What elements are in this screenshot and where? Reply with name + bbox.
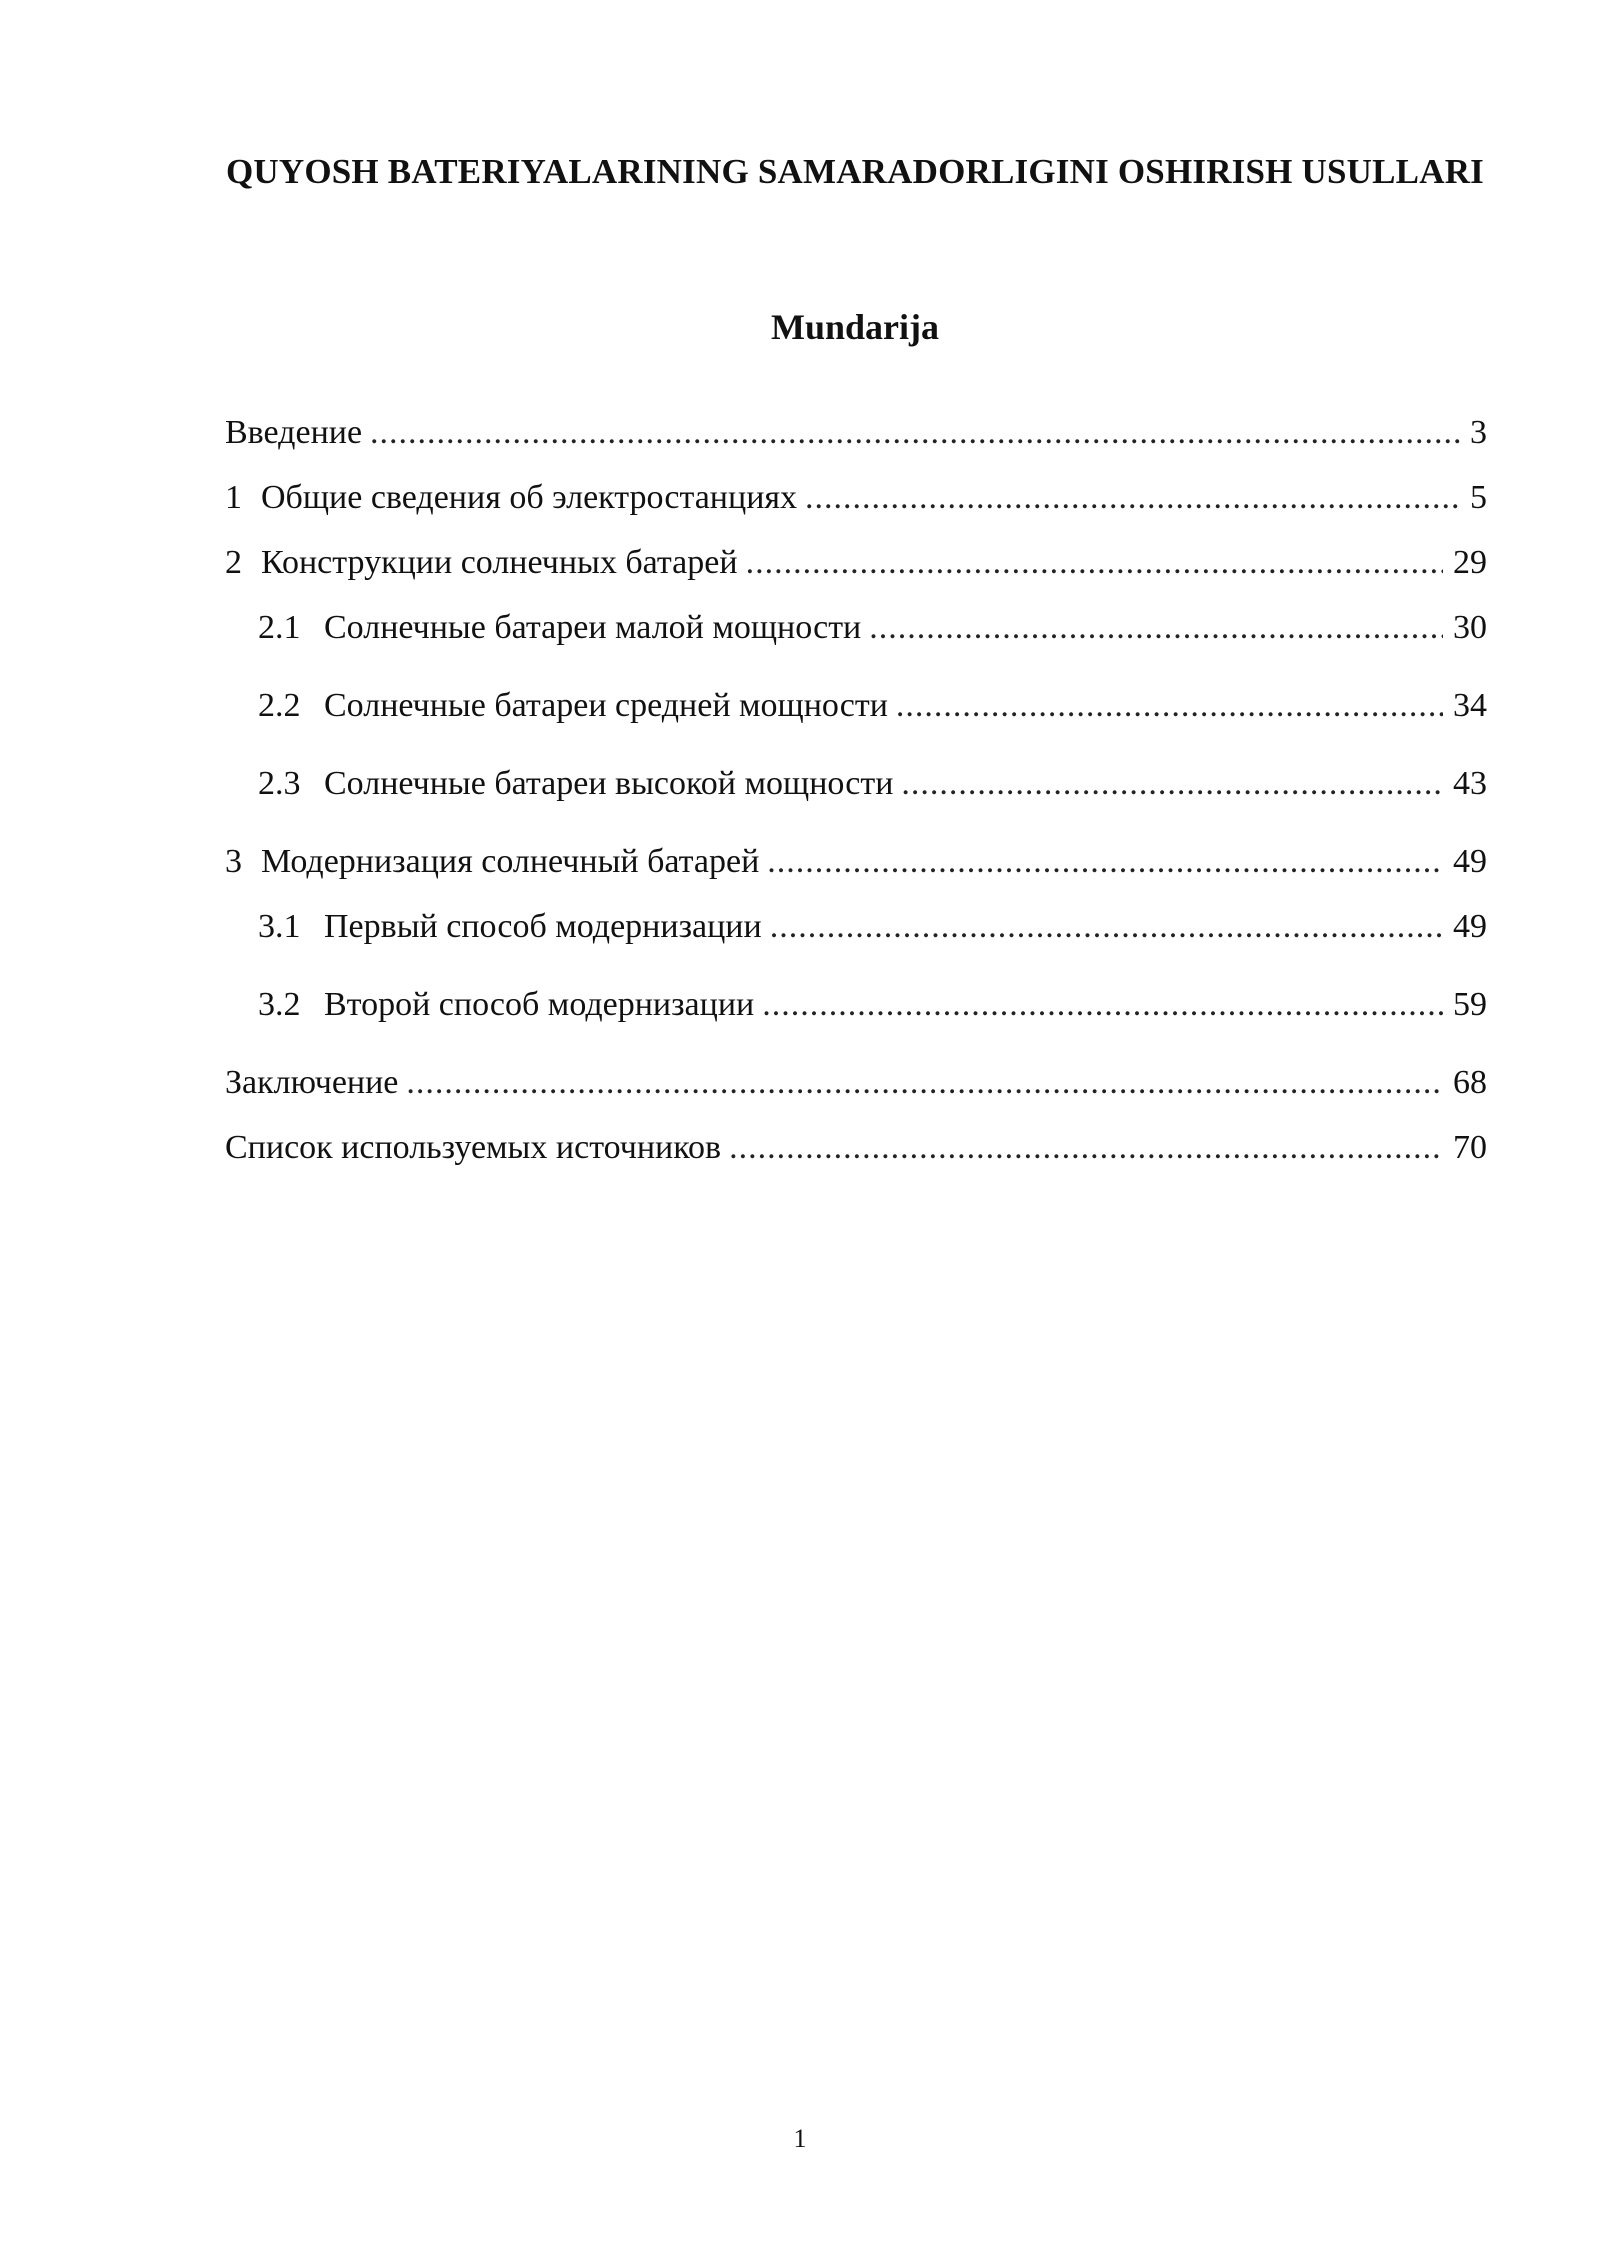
- toc-entry[interactable]: [225, 686, 1487, 726]
- toc-leader-dots: [729, 1128, 1443, 1168]
- toc-entry[interactable]: [225, 608, 1487, 648]
- toc-entry-number: 3.1: [258, 908, 301, 945]
- toc-entry[interactable]: [225, 907, 1487, 947]
- toc-entry[interactable]: [225, 842, 1487, 882]
- toc-entry-title: Введение: [225, 414, 363, 451]
- toc-entry-number: 3: [225, 843, 242, 880]
- toc-entry[interactable]: [225, 543, 1487, 583]
- toc-entry-page: 68: [1453, 1064, 1487, 1101]
- toc-leader-dots: [370, 413, 1460, 453]
- toc-entry-number: 3.2: [258, 986, 301, 1023]
- toc-leader-dots: [805, 478, 1460, 518]
- toc-leader-dots: [406, 1063, 1443, 1103]
- toc-leader-dots: [762, 985, 1443, 1025]
- toc-entry[interactable]: [225, 985, 1487, 1025]
- toc-entry-page: 29: [1453, 544, 1487, 581]
- toc-entry-page: 3: [1470, 414, 1487, 451]
- toc-entry-title: Общие сведения об электростанциях: [261, 479, 798, 516]
- document-title: QUYOSH BATERIYALARINING SAMARADORLIGINI OSHIRISH USULLARI: [225, 152, 1485, 191]
- toc-entry[interactable]: [225, 764, 1487, 804]
- toc-leader-dots: [746, 543, 1443, 583]
- toc-entry-title: Конструкции солнечных батарей: [261, 544, 738, 581]
- toc-entry-title: Заключение: [225, 1064, 399, 1101]
- toc-entry[interactable]: [225, 478, 1487, 518]
- toc-entry[interactable]: [225, 1063, 1487, 1103]
- toc-entry-title: Второй способ модернизации: [324, 986, 755, 1023]
- toc-leader-dots: [770, 907, 1443, 947]
- toc-entry-number: 2.3: [258, 765, 301, 802]
- page-number: 1: [793, 2124, 807, 2153]
- table-of-contents: [225, 413, 1487, 1168]
- toc-entry-number: 2: [225, 544, 242, 581]
- toc-entry-number: 2.1: [258, 609, 301, 646]
- toc-heading: Mundarija: [770, 307, 939, 347]
- toc-leader-dots: [896, 686, 1443, 726]
- toc-entry-page: 49: [1453, 908, 1487, 945]
- toc-leader-dots: [901, 764, 1443, 804]
- toc-entry-title: Солнечные батареи высокой мощности: [324, 765, 894, 802]
- toc-entry-page: 5: [1470, 479, 1487, 516]
- toc-entry-title: Первый способ модернизации: [324, 908, 762, 945]
- toc-entry-number: 2.2: [258, 687, 301, 724]
- toc-leader-dots: [869, 608, 1443, 648]
- toc-entry-number: 1: [225, 479, 242, 516]
- toc-entry[interactable]: [225, 1128, 1487, 1168]
- toc-entry-title: Модернизация солнечный батарей: [261, 843, 760, 880]
- toc-entry-page: 34: [1453, 687, 1487, 724]
- toc-entry-title: Список используемых источников: [225, 1129, 722, 1166]
- toc-leader-dots: [767, 842, 1443, 882]
- toc-entry[interactable]: [225, 413, 1487, 453]
- toc-entry-title: Солнечные батареи средней мощности: [324, 687, 888, 724]
- toc-entry-page: 49: [1453, 843, 1487, 880]
- toc-entry-page: 59: [1453, 986, 1487, 1023]
- toc-entry-title: Солнечные батареи малой мощности: [324, 609, 862, 646]
- toc-entry-page: 30: [1453, 609, 1487, 646]
- toc-entry-page: 70: [1453, 1129, 1487, 1166]
- toc-entry-page: 43: [1453, 765, 1487, 802]
